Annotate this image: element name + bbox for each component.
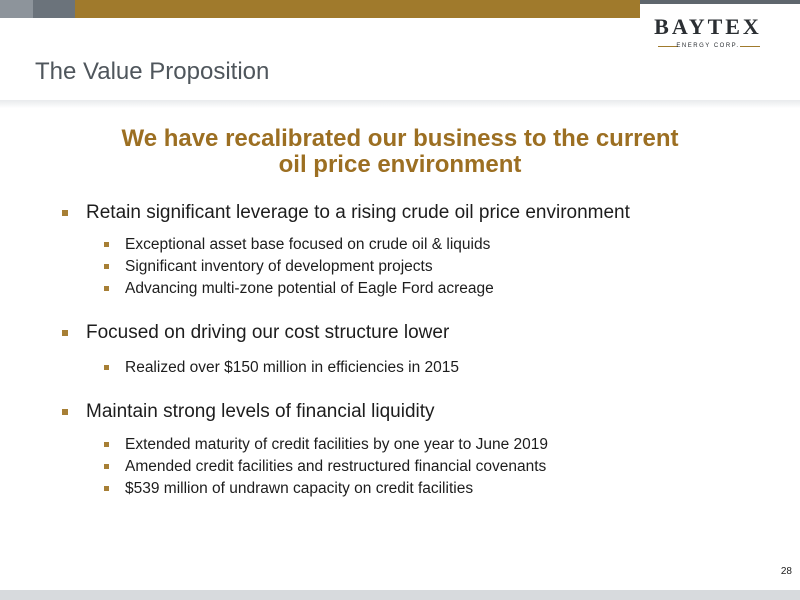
sub-bullet-marker-icon — [104, 486, 109, 491]
list-item: Realized over $150 million in efficiencies in 2015 — [125, 359, 460, 376]
section-heading: Focused on driving our cost structure lower — [86, 322, 450, 343]
sub-bullet-marker-icon — [104, 442, 109, 447]
section-heading: Maintain strong levels of financial liquidity — [86, 401, 435, 422]
sub-bullet-marker-icon — [104, 242, 109, 247]
sub-bullet-marker-icon — [104, 365, 109, 370]
sub-bullet-marker-icon — [104, 286, 109, 291]
bullet-marker-icon — [62, 330, 68, 336]
list-item: Exceptional asset base focused on crude oil & liquids — [125, 236, 491, 253]
list-item: Significant inventory of development projects — [125, 258, 433, 275]
list-item: Amended credit facilities and restructured financial covenants — [125, 458, 547, 475]
list-item: $539 million of undrawn capacity on credit facilities — [125, 480, 474, 497]
page-number: 28 — [780, 566, 792, 577]
bullet-marker-icon — [62, 409, 68, 415]
page-title: The Value Proposition — [35, 58, 270, 85]
sub-bullet-marker-icon — [104, 264, 109, 269]
headline-line-1: We have recalibrated our business to the current — [121, 125, 679, 152]
logo-wordmark: BAYTEX — [654, 14, 762, 39]
section-heading: Retain significant leverage to a rising crude oil price environment — [86, 202, 630, 223]
sub-bullet-marker-icon — [104, 464, 109, 469]
footer-bar — [0, 590, 800, 600]
list-item: Extended maturity of credit facilities by one year to June 2019 — [125, 436, 549, 453]
bullet-marker-icon — [62, 210, 68, 216]
list-item: Advancing multi-zone potential of Eagle Ford acreage — [125, 280, 494, 297]
logo-subtitle: ENERGY CORP. — [676, 43, 740, 49]
headline-line-2: oil price environment — [278, 151, 522, 178]
